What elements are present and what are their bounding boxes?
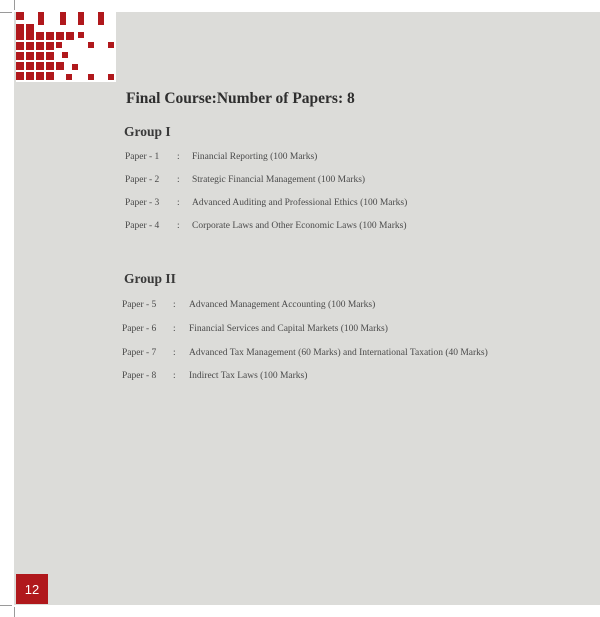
separator: : [173, 348, 176, 358]
group-heading: Group II [124, 271, 176, 286]
page-number: 12 [16, 574, 48, 604]
separator: : [177, 198, 180, 208]
paper-description: Strategic Financial Management (100 Marks) [192, 175, 366, 185]
paper-number: Paper - 7 [122, 348, 157, 358]
crop-mark [14, 0, 15, 10]
crop-mark [0, 12, 12, 13]
paper-number: Paper - 4 [125, 221, 160, 231]
separator: : [173, 324, 176, 334]
separator: : [177, 175, 180, 185]
separator: : [177, 152, 180, 162]
decorative-squares-logo [16, 12, 116, 82]
paper-description: Financial Reporting (100 Marks) [192, 152, 318, 162]
paper-description: Advanced Tax Management (60 Marks) and International Taxation (40 Marks) [189, 348, 488, 358]
paper-number: Paper - 6 [122, 324, 157, 334]
crop-mark [0, 605, 12, 606]
paper-number: Paper - 2 [125, 175, 160, 185]
separator: : [173, 371, 176, 381]
separator: : [173, 300, 176, 310]
separator: : [177, 221, 180, 231]
paper-description: Financial Services and Capital Markets (100 Marks) [189, 324, 388, 334]
paper-description: Advanced Auditing and Professional Ethics (100 Marks) [192, 198, 408, 208]
paper-description: Corporate Laws and Other Economic Laws (100 Marks) [192, 221, 407, 231]
page-title: Final Course:Number of Papers: 8 [126, 90, 355, 107]
paper-number: Paper - 5 [122, 300, 157, 310]
crop-mark [14, 607, 15, 617]
paper-number: Paper - 8 [122, 371, 157, 381]
paper-number: Paper - 1 [125, 152, 160, 162]
group-heading: Group I [124, 124, 171, 139]
paper-description: Indirect Tax Laws (100 Marks) [189, 371, 308, 381]
paper-number: Paper - 3 [125, 198, 160, 208]
paper-description: Advanced Management Accounting (100 Marks) [189, 300, 376, 310]
